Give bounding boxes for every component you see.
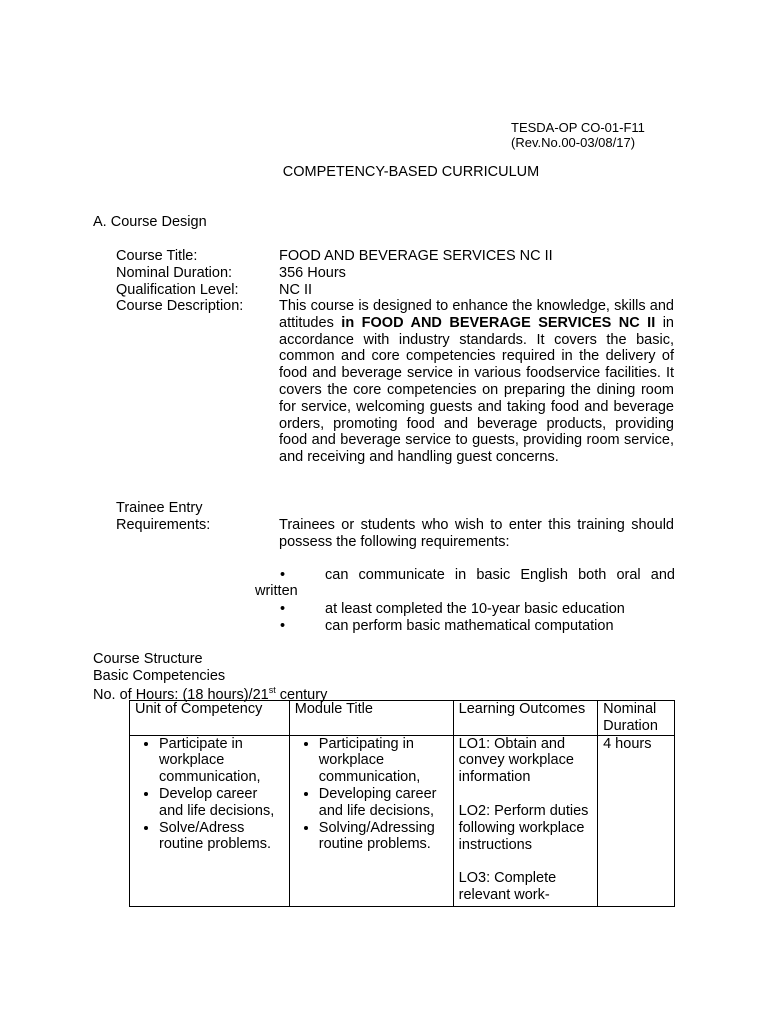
table-row — [130, 735, 675, 906]
course-title-value: FOOD AND BEVERAGE SERVICES NC II — [279, 248, 553, 264]
entry-requirements-intro: Trainees or students who wish to enter this training should possess the following requirements: — [279, 517, 674, 550]
duration-value: 356 Hours — [279, 265, 346, 281]
list-item: • Solve/Adress routine problems. — [159, 820, 284, 854]
qualification-label: Qualification Level: — [116, 282, 239, 298]
bullet-icon: • — [280, 601, 286, 617]
requirement-text-continued: written — [255, 583, 298, 599]
header-unit-of-competency: Unit of Competency — [130, 701, 290, 736]
modules-cell — [289, 735, 453, 906]
table-header-row — [130, 701, 675, 736]
requirement-text: at least completed the 10-year basic education — [325, 601, 625, 617]
competency-table — [129, 700, 675, 907]
course-title-label: Course Title: — [116, 248, 198, 264]
header-nominal-duration: Nominal Duration — [598, 701, 675, 736]
description-label: Course Description: — [116, 298, 244, 314]
qualification-value: NC II — [279, 282, 313, 298]
learning-outcome: LO1: Obtain and convey workplace information — [458, 735, 574, 786]
revision-number: (Rev.No.00-03/08/17) — [511, 135, 636, 150]
list-item: • Develop career and life decisions, — [159, 786, 284, 820]
list-item: • Participate in workplace communication, — [159, 736, 284, 786]
outcomes-cell — [453, 735, 597, 906]
description-text-end: in accordance with industry standards. It covers the basic, common and core competencies required in the delivery of food and beverage service in various foodservice facilities. It covers the core competencies on preparing the dining room for service, welcoming guests and taking food and beverage orders, promoting food and beverage products, providing food and beverage service to guests, providing room service, and receiving and handling guest concerns. — [279, 314, 674, 466]
description-text-start: This course is designed to enhance the knowledge, skills and attitudes — [279, 298, 674, 331]
number-of-hours: No. of Hours: (18 hours)/21st century — [93, 685, 328, 703]
description-text-bold: in FOOD AND BEVERAGE SERVICES NC II — [341, 314, 656, 331]
section-heading-course-design: A. Course Design — [93, 214, 207, 230]
header-module-title: Module Title — [289, 701, 453, 736]
list-item: • Participating in workplace communication, — [319, 736, 448, 786]
course-description — [279, 298, 674, 466]
document-code-block — [511, 120, 645, 150]
list-item: • Developing career and life decisions, — [319, 786, 448, 820]
entry-label-line1: Trainee Entry — [116, 500, 203, 516]
bullet-icon: • — [280, 618, 286, 634]
bullet-icon: • — [280, 567, 286, 583]
page-title: COMPETENCY-BASED CURRICULUM — [282, 164, 540, 180]
duration-cell: 4 hours — [598, 735, 675, 906]
header-learning-outcomes: Learning Outcomes — [453, 701, 597, 736]
course-structure-heading: Course Structure — [93, 651, 203, 667]
requirement-text: can perform basic mathematical computation — [325, 618, 614, 634]
basic-competencies-heading: Basic Competencies — [93, 668, 226, 684]
units-cell — [130, 735, 290, 906]
duration-label: Nominal Duration: — [116, 265, 233, 281]
entry-label-line2: Requirements: — [116, 517, 211, 533]
requirement-text: can communicate in basic English both oral and — [325, 567, 675, 583]
list-item: • Solving/Adressing routine problems. — [319, 820, 448, 854]
learning-outcome: LO3: Complete relevant work- — [458, 870, 557, 904]
document-code: TESDA-OP CO-01-F11 — [511, 120, 645, 135]
learning-outcome: LO2: Perform duties following workplace instructions — [458, 802, 589, 853]
